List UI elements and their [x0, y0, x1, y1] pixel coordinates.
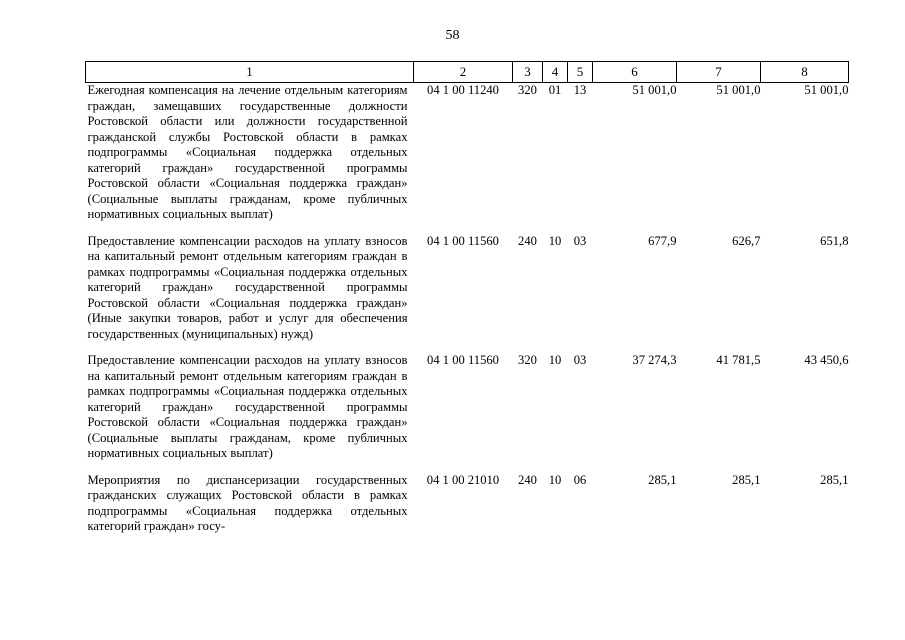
row-amount-col7: 626,7 [732, 233, 761, 248]
column-header: 7 [677, 62, 761, 83]
row-amount-col8: 43 450,6 [804, 353, 849, 367]
row-description: Ежегодная компенсация на лечение отдельным категориям граждан, замещавших государственные должности Ростовской области или должности государственной гражданской службы Ростовской области в рамках подпрограммы «Социальная поддержка отдельных категорий граждан» государственной программы Ростовской области «Социальная поддержка граждан» (Социальные выплаты гражданам, кроме публичных нормативных социальных выплат) [87, 83, 408, 221]
row-amount-col7: 51 001,0 [716, 83, 761, 97]
row-target-code: 04 1 00 11560 [427, 233, 499, 248]
row-description: Предоставление компенсации расходов на уплату взносов на капитальный ремонт отдельным категориям граждан в рамках подпрограммы «Социальная поддержка отдельных категорий граждан» государственной программы Ростовской области «Социальная поддержка граждан» (Иные закупки товаров, работ и услуг для обеспечения государственных (муниципальных) нужд) [87, 233, 408, 341]
row-target-code: 04 1 00 11560 [427, 353, 499, 367]
row-expense-type: 240 [518, 233, 537, 248]
column-header: 3 [513, 62, 543, 83]
row-amount-col7: 41 781,5 [716, 353, 761, 367]
row-subsection: 06 [573, 472, 587, 487]
table-row [86, 83, 849, 234]
table-row [86, 234, 849, 354]
column-header: 6 [593, 62, 677, 83]
row-subsection: 03 [573, 233, 587, 248]
row-amount-col8: 651,8 [820, 233, 849, 248]
row-section: 10 [548, 353, 562, 367]
row-description: Мероприятия по диспансеризации государственных гражданских служащих Ростовской области в рамках подпрограммы «Социальная поддержка отдельных категорий граждан» госу- [87, 472, 408, 533]
row-subsection: 03 [573, 353, 587, 367]
row-description: Предоставление компенсации расходов на уплату взносов на капитальный ремонт отдельным категориям граждан в рамках подпрограммы «Социальная поддержка отдельных категорий граждан» государственной программы Ростовской области «Социальная поддержка граждан» (Социальные выплаты гражданам, кроме публичных нормативных социальных выплат) [87, 353, 408, 460]
row-amount-col7: 285,1 [732, 472, 761, 487]
row-expense-type: 320 [518, 353, 537, 367]
row-expense-type: 320 [518, 83, 537, 97]
row-section: 10 [548, 472, 562, 487]
column-header: 2 [414, 62, 513, 83]
row-section: 10 [548, 233, 562, 248]
row-amount-col6: 285,1 [648, 472, 677, 487]
column-header: 4 [543, 62, 568, 83]
row-amount-col6: 677,9 [648, 233, 677, 248]
table-row [86, 473, 849, 546]
page-number: 58 [445, 28, 460, 43]
row-expense-type: 240 [518, 472, 537, 487]
row-amount-col8: 51 001,0 [804, 83, 849, 97]
table-row [86, 353, 849, 473]
budget-table [85, 61, 849, 546]
row-target-code: 04 1 00 11240 [427, 83, 499, 97]
row-amount-col6: 37 274,3 [632, 353, 677, 367]
row-section: 01 [548, 83, 562, 97]
row-amount-col6: 51 001,0 [632, 83, 677, 97]
row-subsection: 13 [573, 83, 587, 97]
column-header: 8 [761, 62, 849, 83]
column-header: 5 [568, 62, 593, 83]
column-header: 1 [86, 62, 414, 83]
header-row [86, 62, 849, 83]
row-target-code: 04 1 00 21010 [426, 472, 500, 487]
row-amount-col8: 285,1 [820, 472, 849, 487]
